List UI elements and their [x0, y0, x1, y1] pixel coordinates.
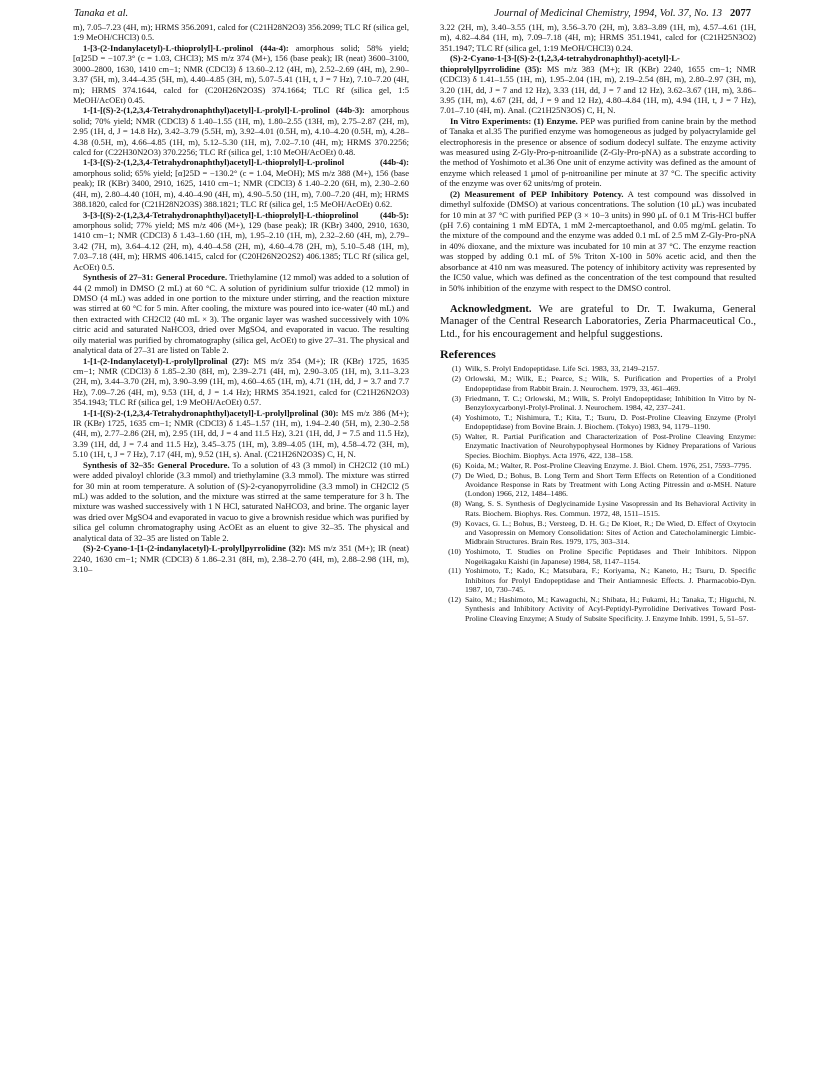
section-paragraph: [73, 272, 409, 355]
acknowledgment-heading: Acknowledgment.: [450, 303, 532, 315]
paragraph-heading: 1-[1-[(S)-2-(1,2,3,4-Tetrahydronaphthyl)acetyl]-L-prolyl]-L-prolinol (44b-3):: [83, 105, 365, 116]
reference-item: [440, 364, 756, 373]
acknowledgment: [440, 304, 756, 341]
section-paragraph: [73, 43, 409, 106]
paragraph-heading: (S)-2-Cyano-1-[1-(2-indanylacetyl)-L-prolyl]pyrrolidine (32):: [83, 543, 306, 554]
paragraph-text: MS m/z 386 (M+); IR (KBr) 1725, 1635 cm−1; NMR (CDCl3) δ 1.45–1.57 (1H, m), 1.94–2.40 (5H, m), 2.30–2.58 (4H, m), 2.77–2.86 (2H, m), 2.95 (1H, dd, J = 4 and 11.5 Hz), 3.21 (1H, dd, J = 7.5 and 11.5 Hz), 3.39 (1H, dd, J = 7.4 and 11.5 Hz), 3.45–3.75 (1H, m), 3.89–4.05 (1H, m), 4.58–4.72 (3H, m), 5.10 (1H, t, J = 7 Hz), 7.17 (4H, m), 9.52 (1H, s). Anal. (C21H26N2O3S) C, H, N.: [73, 407, 409, 460]
reference-item: [440, 432, 756, 460]
reference-text: Yoshimoto, T.; Nishimura, T.; Kita, T.; Tsuru, D. Post-Proline Cleaving Enzyme (Prolyl Endopeptidase) from Bovine Brain. J. Biochem. (Tokyo) 1983, 94, 1179–1190.: [465, 412, 756, 432]
reference-number: (6): [451, 460, 461, 470]
reference-number: (3): [451, 393, 461, 403]
reference-number: (12): [448, 595, 461, 605]
reference-number: (11): [448, 566, 461, 576]
section-paragraph: [73, 460, 409, 543]
reference-item: [440, 413, 756, 432]
reference-number: (4): [451, 412, 461, 422]
paragraph-text: MS m/z 383 (M+); IR (KBr) 2240, 1655 cm−1; NMR (CDCl3) δ 1.41–1.55 (1H, m), 1.95–2.04 (1H, m), 2.19–2.54 (8H, m), 2.80–2.97 (3H, m), 3.20 (1H, dd, J = 7 and 12 Hz), 3.33 (1H, dd, J = 7 and 12 Hz), 3.62–3.67 (1H, m), 3.86–3.95 (1H, m), 4.67 (2H, dd, J = 9 and 12 Hz), 4.80–4.84 (1H, m), 4.94 (1H, t, J = 7 Hz), 7.01–7.10 (4H, m). Anal. (C21H25N3OS) C, H, N.: [440, 63, 757, 116]
paragraph-text: amorphous solid; 58% yield; [α]25D = −107.3° (c = 1.03, CHCl3); MS m/z 374 (M+), 156 (base peak); IR (neat) 3600–3100, 3000–2800, 1630, 1410 cm−1; NMR (CDCl3) δ 13.60–2.12 (4H, m), 2.52–2.69 (4H, m), 2.90–3.37 (5H, m), 3.44–4.35 (5H, m), 4.40–4.85 (3H, m), 5.07–5.41 (1H, t, J = 7 Hz), 7.10–7.20 (4H, m); HRMS 374.1644, calcd for (C20H26N2O3S) 374.1664; TLC Rf (silica gel, 1:5 MeOH/AcOEt) 0.45.: [73, 42, 410, 105]
paragraph-text: Triethylamine (12 mmol) was added to a solution of 44 (2 mmol) in DMSO (2 mL) at 60 °C. A solution of pyridinium sulfur trioxide (12 mmol) in DMSO (4 mL) was added in one portion to the mixture under stirring, and the reaction mixture was stirred at 60 °C for 5 min. After cooling, the mixture was poured into ice-water (40 mL) and then extracted with CH2Cl2 (40 mL × 3). The organic layer was washed successively with 10% citric acid and saturated NaHCO3, dried over MgSO4, and evaporated in vacuo. The resulting oily material was purified by chromatography (silica gel, AcOEt) to give 27–31. The physical and analytical data of 27–31 are listed on Table 2.: [73, 272, 409, 356]
reference-text: Walter, R. Partial Purification and Characterization of Post-Proline Cleaving Enzyme: Enzymatic Inactivation of Neurohypophyseal Hormones by Kidney Preparations of Various Species. Biochim. Biophys. Acta 1976, 422, 138–158.: [465, 432, 756, 460]
paragraph-text: To a solution of 43 (3 mmol) in CH2Cl2 (10 mL) were added pivaloyl chloride (3.3 mmol) and triethylamine (3.3 mmol). The mixture was stirred for 30 min at room temperature. A solution of (S)-2-cyanopyrrolidine (3.3 mmol) in CH2Cl2 (5 mL) was added to the solution, and the mixture was stirred at the same temperature for 3 h. The mixture was washed successively with 1 N HCl, saturated NaHCO3, and brine. The organic layer was dried over MgSO4 and evaporated in vacuo to give a brownish residue which was purified by silica gel column chromatography using AcOEt as an eluent to give 32–35. The physical and analytical data of 32–35 are listed on Table 2.: [73, 459, 409, 543]
paragraph-heading: 1-[3-(2-Indanylacetyl)-L-thioprolyl]-L-prolinol (44a-4):: [83, 42, 289, 53]
journal-citation: Journal of Medicinal Chemistry, 1994, Vol. 37, No. 13: [494, 8, 722, 19]
continuation-paragraph: [440, 22, 756, 53]
header-authors: Tanaka et al.: [74, 8, 129, 19]
right-column-body: [440, 22, 756, 293]
reference-number: (10): [448, 547, 461, 557]
reference-text: Orlowski, M.; Wilk, E.; Pearce, S.; Wilk, S. Purification and Properties of a Prolyl Endopeptidase from Rabbit Brain. J. Neurochem. 1979, 33, 461–469.: [465, 374, 756, 393]
reference-text: Wilk, S. Prolyl Endopeptidase. Life Sci. 1983, 33, 2149–2157.: [465, 364, 660, 374]
paragraph-text: A test compound was dissolved in dimethyl sulfoxide (DMSO) at various concentrations. The solution (10 μL) was incubated for 10 min at 37 °C with purified PEP (3 × 10−3 units) in 990 μL of 0.1 M Tris-HCl buffer (pH 7.6) containing 1 mM EDTA, 1 mM 2-mercaptoethanol, and 0.05 mg/mL gelatin. To the mixture of the compound and the enzyme was added 0.1 mL of 2.5 mM Z-Gly-Pro-pNA in 40% dioxane, and the mixture was incubated for 10 min at 37 °C. The enzyme reaction was stopped by adding 0.1 mL of 5% Triton X-100 in 50% acetic acid, and then the absorbance at 410 nm was measured. The potency of inhibitory activity was represented by the IC50 value, which was defined as the concentration of the test compound that resulted in 50% inhibition of the enzyme with respect to the DMSO control.: [440, 188, 756, 293]
reference-item: [440, 394, 756, 413]
paragraph-text: amorphous solid; 70% yield; NMR (CDCl3) δ 1.40–1.55 (1H, m), 1.80–2.55 (13H, m), 2.75–2.87 (2H, m), 2.95 (1H, d, J = 14.8 Hz), 3.42–3.79 (5.5H, m), 3.92–4.01 (0.5H, m), 4.10–4.20 (0.5H, m), 4.28–4.38 (0.5H, m), 4.66–4.85 (1H, m), 5.12–5.30 (1H, m), 7.02–7.10 (4H, m); HRMS 370.2256; calcd for (C22H30N2O3) 370.2256; TLC Rf (silica gel, 1:10 MeOH/AcOEt) 0.48.: [73, 105, 410, 158]
continuation-paragraph: [73, 22, 409, 43]
paragraph-text: amorphous solid; 77% yield; MS m/z 406 (M+), 129 (base peak); IR (KBr) 3400, 2910, 1630, 1410 cm−1; NMR (CDCl3) δ 1.43–1.60 (1H, m), 1.95–2.10 (1H, m), 2.32–2.60 (4H, m), 2.79–3.42 (7H, m), 3.64–4.12 (2H, m), 4.40–4.58 (2H, m), 4.60–4.78 (2H, m), 5.10–5.48 (1H, m), 7.03–7.18 (4H, m); HRMS 406.1415, calcd for (C20H26N2O2S2) 406.1385; TLC Rf (silica gel, AcOEt) 0.5.: [73, 220, 409, 272]
reference-number: (1): [451, 364, 461, 374]
paragraph-text: MS m/z 354 (M+); IR (KBr) 1725, 1635 cm−1; NMR (CDCl3) δ 1.85–2.30 (8H, m), 2.39–2.71 (4H, m), 2.90–3.05 (1H, m), 3.11–3.23 (2H, m), 3.44–3.70 (2H, m), 3.90–3.99 (1H, m), 4.60–4.65 (1H, m), 4.71 (1H, dd, J = 3.7 and 7.7 Hz), 7.09–7.26 (4H, m), 9.53 (1H, d, J = 1.4 Hz); HRMS 354.1921, calcd for (C21H26N2O3) 354.1943; TLC Rf (silica gel, 1:9 MeOH/AcOEt) 0.57.: [73, 355, 409, 408]
reference-list: [440, 364, 756, 623]
paragraph-heading: (S)-2-Cyano-1-[3-[(S)-2-(1,2,3,4-tetrahydronaphthyl)-acetyl]-L-thioprolyl]pyrrolidine (35):: [440, 53, 680, 74]
paragraph-text: PEP was purified from canine brain by the method of Tanaka et al.35 The purified enzyme was homogeneous as judged by polyacrylamide gel electrophoresis in the presence or absence of sodium dodecyl sulfate. The enzyme activity was measured using Z-Gly-Pro-p-nitroanilide (Z-Gly-Pro-pNA) as a substrate according to the method of Yoshimoto et al.36 One unit of enzyme activity was defined as the amount of enzyme which released 1 μmol of p-nitroaniline per minute at 37 °C. The specific activity of the enzyme was over 62 units/mg of protein.: [440, 115, 756, 189]
reference-text: Yoshimoto, T. Studies on Proline Specific Peptidases and Their Inhibitors. Nippon Nogeikagaku Kaishi (in Japanese) 1984, 58, 1147–1154.: [465, 547, 756, 566]
reference-number: (8): [451, 499, 461, 509]
reference-item: [440, 547, 756, 566]
paragraph-heading: In Vitro Experiments: (1) Enzyme.: [450, 115, 578, 126]
section-paragraph: [73, 543, 409, 574]
reference-text: Saito, M.; Hashimoto, M.; Kawaguchi, N.; Shibata, H.; Fukami, H.; Tanaka, T.; Higuchi, N. Synthesis and Inhibitory Activity of Acyl-Peptidyl-Pyrrolidine Derivatives Toward Post-Proline Cleaving Enzyme; A Study of Subsite Specificity. J. Enzyme Inhib. 1991, 5, 51–57.: [465, 595, 756, 623]
paragraph-heading: 1-[3-[(S)-2-(1,2,3,4-Tetrahydronaphthyl)acetyl]-L-thioprolyl]-L-prolinol (44b-4):: [83, 157, 409, 168]
references-heading: References: [440, 346, 496, 361]
section-paragraph: [73, 210, 409, 273]
reference-number: (7): [451, 470, 461, 480]
page-number: 2077: [730, 8, 751, 19]
reference-number: (5): [451, 432, 461, 442]
left-column: [73, 22, 409, 574]
paragraph-heading: (2) Measurement of PEP Inhibitory Potency.: [450, 188, 624, 199]
section-paragraph: [73, 105, 409, 157]
section-paragraph: [440, 116, 756, 189]
reference-item: [440, 519, 756, 547]
paragraph-text: amorphous solid; 65% yield; [α]25D = −130.2° (c = 1.04, MeOH); MS m/z 388 (M+), 156 (base peak); IR (KBr) 3400, 2910, 1625, 1410 cm−1; NMR (CDCl3) δ 1.40–2.20 (6H, m), 2.30–2.60 (4H, m), 2.80–4.40 (10H, m), 4.40–4.90 (4H, m), 4.90–5.50 (1H, m), 7.00–7.20 (4H, m); HRMS 388.1820, calcd for (C21H28N2O3S) 388.1821; TLC Rf (silica gel, 1:5 MeOH/AcOEt) 0.62.: [73, 167, 409, 210]
paragraph-heading: 1-[1-(2-Indanylacetyl)-L-prolyl]prolinal (27):: [83, 355, 250, 366]
header-journal: [494, 8, 751, 19]
section-paragraph: [440, 53, 756, 116]
right-column: [440, 22, 756, 624]
reference-text: Kovacs, G. L.; Bohus, B.; Versteeg, D. H. G.; De Kloet, R.; De Wied, D. Effect of Oxytocin and Vasopressin on Memory Consolidation: Sites of Action and Catecholaminergic Limbic-Midbrain Structures. Brain Res. 1979, 175, 303–314.: [465, 518, 756, 547]
reference-item: [440, 461, 756, 470]
reference-text: Friedmann, T. C.; Orlowski, M.; Wilk, S. Prolyl Endopeptidase; Inhibition In Vitro by N-Benzyloxycarbonyl-Prolyl-Prolinal. J. Neurochem. 1984, 42, 237–241.: [465, 393, 756, 412]
paragraph-text: MS m/z 351 (M+); IR (neat) 2240, 1630 cm−1; NMR (CDCl3) δ 1.86–2.31 (8H, m), 2.38–2.70 (4H, m), 2.88–2.98 (1H, m), 3.10–: [73, 543, 410, 574]
reference-text: Koida, M.; Walter, R. Post-Proline Cleaving Enzyme. J. Biol. Chem. 1976, 251, 7593–7795.: [465, 460, 752, 470]
reference-item: [440, 566, 756, 594]
reference-item: [440, 499, 756, 518]
paragraph-heading: Synthesis of 27–31: General Procedure.: [83, 272, 228, 283]
reference-item: [440, 471, 756, 499]
reference-number: (2): [451, 374, 461, 384]
reference-text: Yoshimoto, T.; Kado, K.; Matsubara, F.; Koriyama, N.; Kaneto, H.; Tsuru, D. Specific Inhibitors for Prolyl Endopeptidase and Their Antiamnesic Effects. J. Pharmacobio-Dyn. 1987, 10, 730–745.: [465, 566, 756, 595]
section-paragraph: [440, 189, 756, 293]
reference-item: [440, 595, 756, 623]
acknowledgment-text: We are grateful to Dr. T. Iwakuma, General Manager of the Central Research Laboratories, Zeria Pharmaceutical Co., Ltd., for his encouragement and helpful suggestions.: [440, 303, 756, 340]
paragraph-heading: 3-[3-[(S)-2-(1,2,3,4-Tetrahydronaphthyl)acetyl]-L-thioprolyl]-L-thioprolinol (44b-5):: [83, 209, 409, 220]
paragraph-text: m), 7.05–7.23 (4H, m); HRMS 356.2091, calcd for (C21H28N2O3) 356.2099; TLC Rf (silica gel, 1:9 MeOH/CHCl3) 0.5.: [73, 22, 409, 43]
reference-text: De Wied, D.; Bohus, B. Long Term and Short Term Effects on Retention of a Conditioned Avoidance Response in Rats by Treatment with Long Acting Pitressin and α-MSH. Nature (London) 1966, 212, 1484–1486.: [465, 470, 756, 499]
section-paragraph: [73, 157, 409, 209]
paragraph-heading: Synthesis of 32–35: General Procedure.: [83, 459, 230, 470]
reference-item: [440, 374, 756, 393]
paragraph-text: 3.22 (2H, m), 3.40–3.55 (1H, m), 3.56–3.70 (2H, m), 3.83–3.89 (1H, m), 4.57–4.61 (1H, m), 4.82–4.84 (1H, m), 7.09–7.18 (4H, m); HRMS 351.1941, calcd for (C21H25N3O2) 351.1947; TLC Rf (silica gel, 1:19 MeOH/CHCl3) 0.24.: [440, 22, 756, 53]
reference-text: Wang, S. S. Synthesis of Deglycinamide Lysine Vasopressin and Its Behavioral Activity in Rats. Biochem. Biophys. Res. Commun. 1972, 48, 1511–1515.: [465, 499, 756, 518]
paragraph-heading: 1-[1-[(S)-2-(1,2,3,4-Tetrahydronaphthyl)acetyl]-L-prolyl]prolinal (30):: [83, 407, 339, 418]
section-paragraph: [73, 408, 409, 460]
section-paragraph: [73, 356, 409, 408]
reference-number: (9): [451, 518, 461, 528]
